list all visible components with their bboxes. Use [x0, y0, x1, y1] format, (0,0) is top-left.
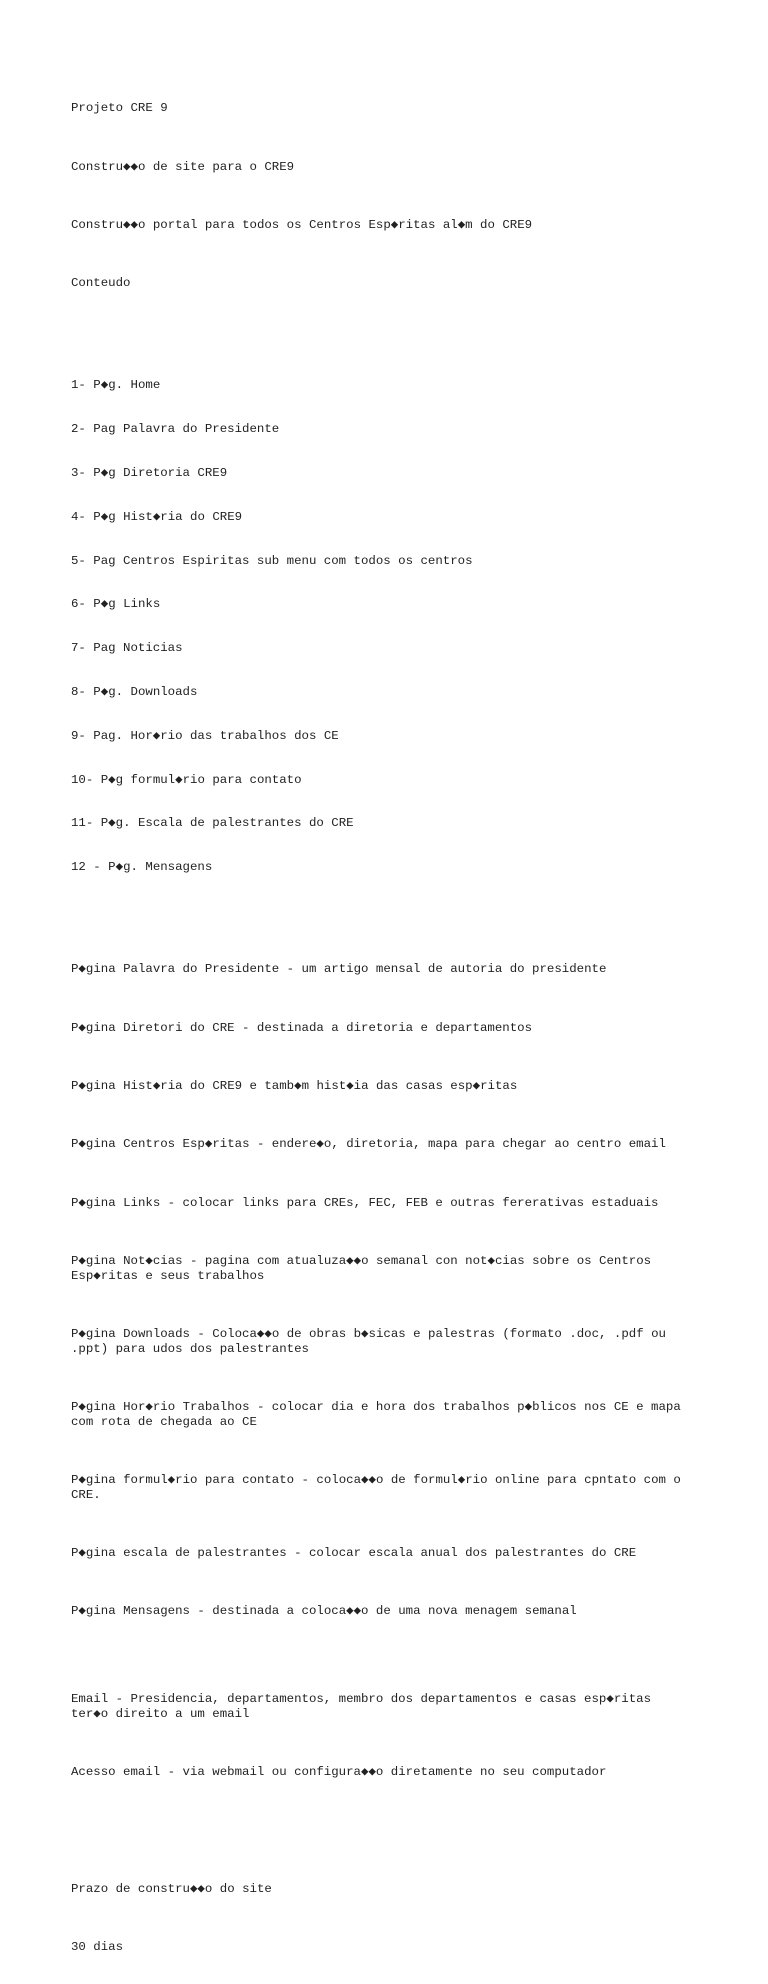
contents-item: 1- P◆g. Home — [71, 378, 161, 393]
contents-item: 10- P◆g formul◆rio para contato — [71, 772, 302, 787]
contents-item: 3- P◆g Diretoria CRE9 — [71, 466, 228, 481]
contents-item: 8- P◆g. Downloads — [71, 684, 198, 699]
contents-item: 7- Pag Noticias — [71, 641, 183, 656]
page-description: P◆gina escala de palestrantes - colocar escala anual dos palestrantes do CRE — [71, 1545, 637, 1560]
page-description: P◆gina Hor◆rio Trabalhos - colocar dia e hora dos trabalhos p◆blicos nos CE e mapa com rota de chegada ao CE — [71, 1400, 681, 1429]
contents-item: 12 - P◆g. Mensagens — [71, 860, 213, 875]
contents-item: 11- P◆g. Escala de palestrantes do CRE — [71, 816, 354, 831]
email-paragraph: Email - Presidencia, departamentos, membro dos departamentos e casas esp◆ritas ter◆o direito a um email — [71, 1691, 652, 1721]
page-description: P◆gina Downloads - Coloca◆◆o de obras b◆sicas e palestras (formato .doc, .pdf ou .ppt) para udos dos palestrantes — [71, 1327, 666, 1356]
contents-heading: Conteudo — [71, 276, 131, 291]
contents-list — [71, 349, 711, 904]
contents-item: 9- Pag. Hor◆rio das trabalhos dos CE — [71, 728, 339, 743]
deadline-value: 30 dias — [71, 1940, 124, 1955]
contents-item: 6- P◆g Links — [71, 597, 161, 612]
contents-item: 4- P◆g Hist◆ria do CRE9 — [71, 509, 243, 524]
page-description: P◆gina formul◆rio para contato - coloca◆◆o de formul◆rio online para cpntato com o CRE. — [71, 1473, 681, 1502]
intro-line-2: Constru◆◆o portal para todos os Centros Esp◆ritas al◆m do CRE9 — [71, 217, 533, 232]
page-description: P◆gina Not◆cias - pagina com atualuza◆◆o semanal con not◆cias sobre os Centros Esp◆ritas e seus trabalhos — [71, 1254, 652, 1283]
page-description: P◆gina Mensagens - destinada a coloca◆◆o de uma nova menagem semanal — [71, 1604, 577, 1619]
document-title: Projeto CRE 9 — [71, 101, 168, 116]
page-description: P◆gina Diretori do CRE - destinada a diretoria e departamentos — [71, 1020, 533, 1035]
deadline-heading: Prazo de constru◆◆o do site — [71, 1881, 272, 1896]
intro-line-1: Constru◆◆o de site para o CRE9 — [71, 159, 295, 174]
page-description: P◆gina Centros Esp◆ritas - endere◆o, diretoria, mapa para chegar ao centro email — [71, 1137, 666, 1152]
email-access-paragraph: Acesso email - via webmail ou configura◆◆o diretamente no seu computador — [71, 1764, 607, 1779]
document-page — [71, 72, 711, 1984]
page-description: P◆gina Palavra do Presidente - um artigo mensal de autoria do presidente — [71, 962, 607, 977]
contents-item: 5- Pag Centros Espiritas sub menu com todos os centros — [71, 553, 473, 568]
page-description: P◆gina Links - colocar links para CREs, FEC, FEB e outras fererativas estaduais — [71, 1195, 659, 1210]
contents-item: 2- Pag Palavra do Presidente — [71, 422, 280, 437]
page-description: P◆gina Hist◆ria do CRE9 e tamb◆m hist◆ia das casas esp◆ritas — [71, 1078, 518, 1093]
